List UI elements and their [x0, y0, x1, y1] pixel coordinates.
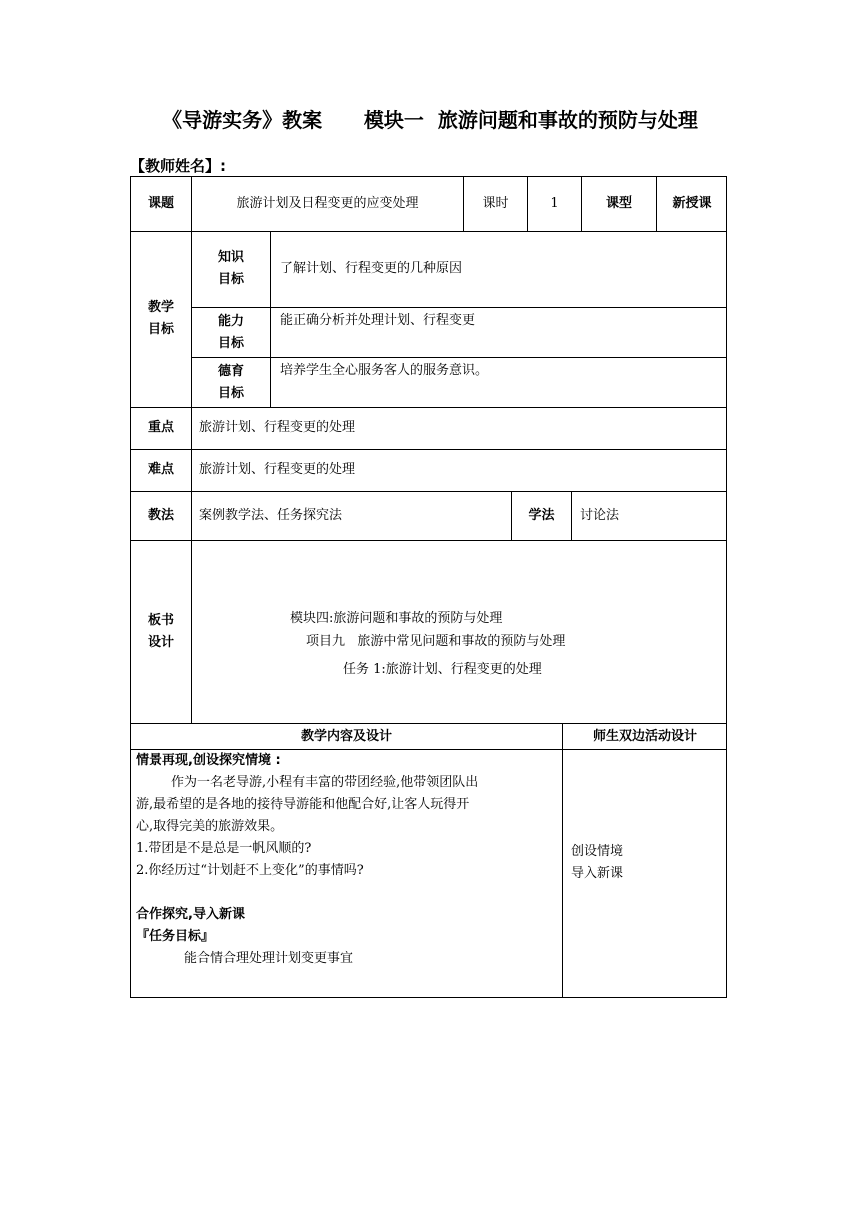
rule-difficulty-bottom	[130, 491, 727, 492]
knowledge-objective-value: 了解计划、行程变更的几种原因	[280, 261, 463, 276]
rule-content-activity	[562, 723, 563, 998]
key-point-value: 旅游计划、行程变更的处理	[199, 420, 356, 435]
question-2: 2.你经历过“计划赶不上变化”的事情吗?	[136, 863, 364, 878]
rule-obj2-bottom	[192, 357, 727, 358]
teacher-name-label: 【教师姓名】:	[130, 157, 226, 175]
teaching-method-label: 教法	[147, 508, 174, 523]
task-goal-text: 能合情合理处理计划变更事宜	[184, 951, 354, 966]
rule-learn-value	[571, 491, 572, 540]
type-value: 新授课	[672, 196, 712, 211]
rule-topic-bottom	[130, 231, 727, 232]
ability-objective-value: 能正确分析并处理计划、行程变更	[280, 313, 476, 328]
board-line-3: 任务 1:旅游计划、行程变更的处理	[343, 662, 542, 677]
topic-value: 旅游计划及日程变更的应变处理	[236, 196, 419, 211]
rule-objective-sublabel	[270, 231, 271, 407]
ability-objective-label-text: 能力 目标	[217, 314, 244, 351]
board-line-2: 项目九 旅游中常见问题和事故的预防与处理	[306, 634, 566, 649]
type-label: 课型	[605, 196, 632, 211]
scenario-line-1: 作为一名老导游,小程有丰富的带团经验,他带领团队出	[171, 775, 479, 790]
knowledge-objective-label-text: 知识 目标	[217, 250, 244, 287]
moral-objective-value: 培养学生全心服务客人的服务意识。	[280, 363, 489, 378]
difficulty-value: 旅游计划、行程变更的处理	[199, 462, 356, 477]
task-goal-label: 『任务目标』	[136, 929, 215, 944]
rule-objectives-bottom	[130, 407, 727, 408]
activity-2: 导入新课	[571, 866, 624, 881]
section-title-scenario: 情景再现,创设探究情境 :	[136, 753, 281, 768]
period-value: 1	[550, 196, 559, 211]
key-point-label: 重点	[147, 420, 174, 435]
content-body	[136, 750, 556, 970]
teaching-method-value: 案例教学法、任务探究法	[199, 508, 343, 523]
knowledge-objective-label	[192, 247, 270, 291]
moral-objective-label-text: 德育 目标	[217, 364, 244, 401]
activity-1: 创设情境	[571, 844, 624, 859]
activity-header: 师生双边活动设计	[592, 729, 697, 744]
difficulty-label: 难点	[147, 462, 174, 477]
ability-objective-label	[192, 311, 270, 355]
rule-obj1-bottom	[192, 307, 727, 308]
learning-method-label: 学法	[528, 508, 555, 523]
period-label: 课时	[482, 196, 509, 211]
document-title: 《导游实务》教案 模块一 旅游问题和事故的预防与处理	[162, 108, 698, 132]
objectives-label	[131, 297, 191, 341]
question-1: 1.带团是不是总是一帆风顺的?	[136, 841, 312, 856]
board-line-1: 模块四:旅游问题和事故的预防与处理	[290, 611, 503, 626]
section-title-explore: 合作探究,导入新课	[136, 907, 245, 922]
rule-board-bottom	[130, 723, 727, 724]
rule-method-bottom	[130, 540, 727, 541]
blank-line	[136, 882, 556, 904]
learning-method-value: 讨论法	[580, 508, 620, 523]
topic-label: 课题	[147, 196, 174, 211]
board-design-label	[131, 610, 191, 654]
objectives-label-text: 教学 目标	[147, 300, 174, 337]
moral-objective-label	[192, 361, 270, 405]
scenario-line-2: 游,最希望的是各地的接待导游能和他配合好,让客人玩得开	[136, 797, 470, 812]
content-header: 教学内容及设计	[300, 729, 392, 744]
rule-key-bottom	[130, 449, 727, 450]
board-design-label-text: 板书 设计	[147, 613, 174, 650]
scenario-line-3: 心,取得完美的旅游效果。	[136, 819, 284, 834]
